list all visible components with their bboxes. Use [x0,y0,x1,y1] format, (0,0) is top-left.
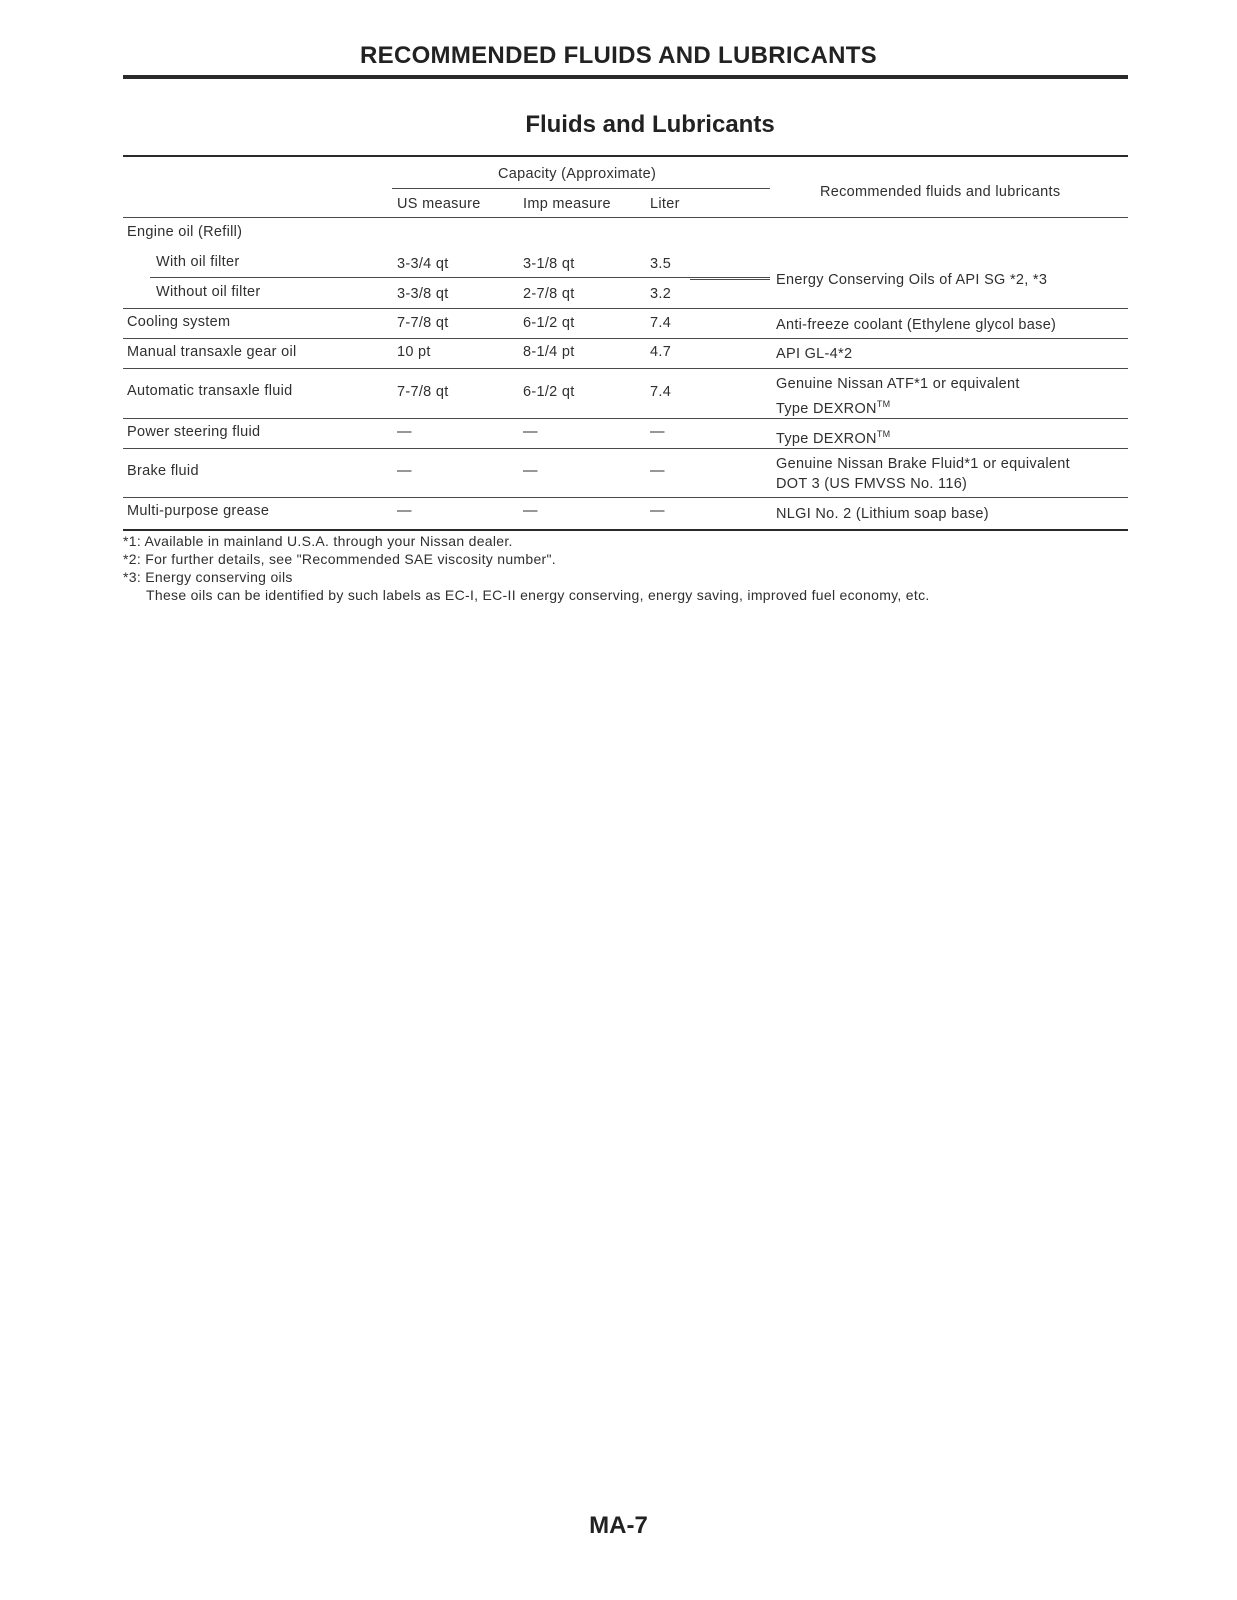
title-rule [123,75,1128,79]
row-recommended: API GL-4*2 [776,346,853,362]
row-item: With oil filter [156,254,240,270]
row-rule-manual [123,338,1128,339]
col-header-us: US measure [397,196,481,212]
page-title: RECOMMENDED FLUIDS AND LUBRICANTS [360,42,877,69]
row-rule-without-filter [150,277,770,278]
capacity-underline [392,188,770,189]
row-item: Manual transaxle gear oil [127,344,297,360]
section-title: Fluids and Lubricants [525,111,775,138]
table-top-rule [123,155,1128,157]
row-recommended-line2: DOT 3 (US FMVSS No. 116) [776,476,968,492]
row-recommended: Type DEXRON™ [776,429,891,447]
col-header-liter: Liter [650,196,680,212]
row-item: Without oil filter [156,284,261,300]
row-rule-grease [123,497,1128,498]
row-liter: — [650,463,665,479]
row-us: 10 pt [397,344,431,360]
engine-oil-recommended: Energy Conserving Oils of API SG *2, *3 [776,272,1048,288]
row-liter: 3.5 [650,256,672,272]
row-liter: 7.4 [650,315,672,331]
row-us: 3-3/8 qt [397,286,449,302]
trademark-sup: TM [876,429,891,439]
engine-oil-label: Engine oil (Refill) [127,224,243,240]
row-us: — [397,463,412,479]
row-imp: 8-1/4 pt [523,344,575,360]
row-imp: — [523,424,538,440]
footnote-3-detail: These oils can be identified by such labels as EC-I, EC-II energy conserving, energy saving, improved fuel economy, etc. [146,587,930,603]
row-liter: — [650,424,665,440]
header-bottom-rule [123,217,1128,218]
row-imp: 6-1/2 qt [523,384,575,400]
capacity-header: Capacity (Approximate) [498,166,657,182]
engine-oil-bracket-rule [690,279,770,280]
row-liter: 4.7 [650,344,672,360]
row-imp: 6-1/2 qt [523,315,575,331]
footnotes [123,532,1128,604]
row-us: 7-7/8 qt [397,384,449,400]
row-recommended: Anti-freeze coolant (Ethylene glycol base) [776,317,1057,333]
row-imp: — [523,503,538,519]
row-rule-cooling [123,308,1128,309]
row-rule-power-steering [123,418,1128,419]
row-liter: — [650,503,665,519]
col-header-imp: Imp measure [523,196,611,212]
row-item: Multi-purpose grease [127,503,270,519]
row-item: Power steering fluid [127,424,261,440]
row-item: Automatic transaxle fluid [127,383,293,399]
footnote-3: *3: Energy conserving oils [123,569,293,585]
footnote-2: *2: For further details, see "Recommended SAE viscosity number". [123,551,556,567]
col-header-recommended: Recommended fluids and lubricants [820,184,1061,200]
trademark-sup: TM [876,399,891,409]
row-recommended-line2: Type DEXRON™ [776,399,891,417]
row-liter: 3.2 [650,286,672,302]
row-recommended: Genuine Nissan Brake Fluid*1 or equivalent [776,456,1070,472]
row-item: Brake fluid [127,463,199,479]
row-imp: 3-1/8 qt [523,256,575,272]
footnote-1: *1: Available in mainland U.S.A. through your Nissan dealer. [123,533,513,549]
row-us: — [397,503,412,519]
row-rule-automatic [123,368,1128,369]
table-bottom-rule [123,529,1128,531]
row-item: Cooling system [127,314,231,330]
row-imp: — [523,463,538,479]
row-recommended: Genuine Nissan ATF*1 or equivalent [776,376,1020,392]
row-us: 7-7/8 qt [397,315,449,331]
row-imp: 2-7/8 qt [523,286,575,302]
row-recommended: NLGI No. 2 (Lithium soap base) [776,506,989,522]
row-us: — [397,424,412,440]
page-number: MA-7 [589,1512,648,1539]
row-us: 3-3/4 qt [397,256,449,272]
row-liter: 7.4 [650,384,672,400]
row-rule-brake [123,448,1128,449]
